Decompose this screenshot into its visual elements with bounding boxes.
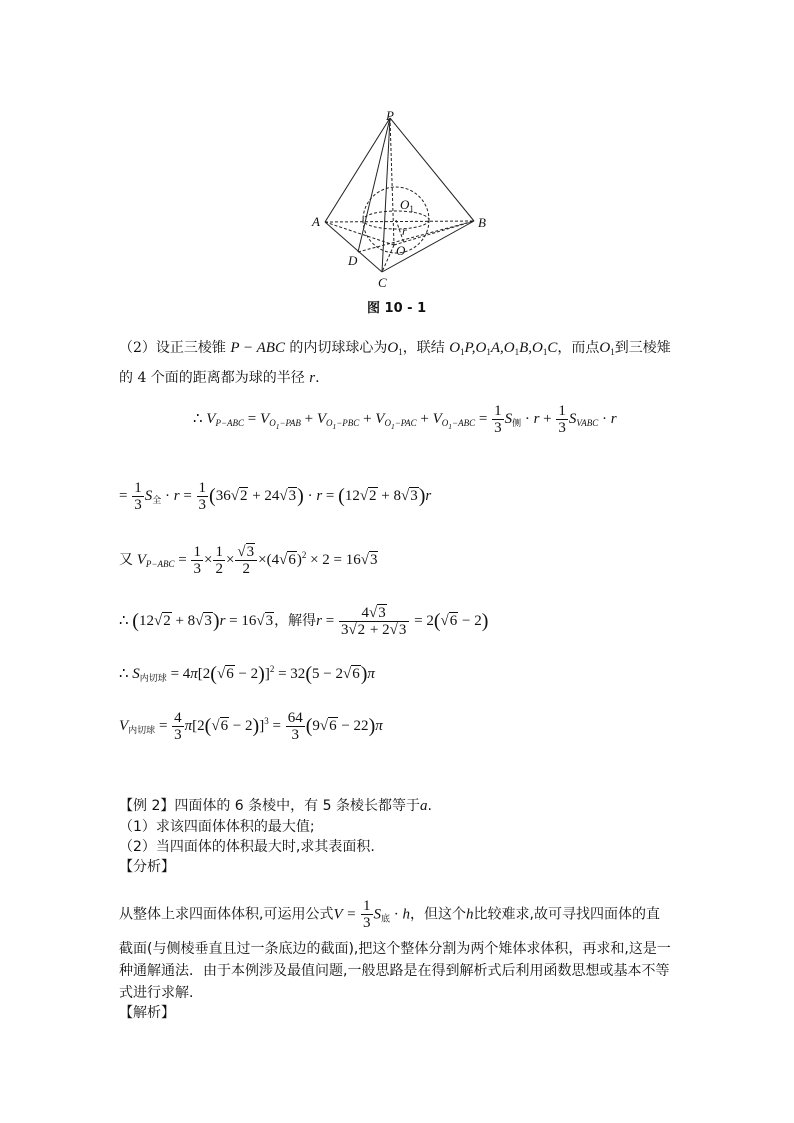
label-O1: $O_1$ [400,197,414,214]
label-r: r [402,224,407,238]
example2-title: 【例 2】四面体的 6 条棱中，有 5 条棱长都等于a. [119,798,432,814]
equation-sphere-area: ∴ $S_{内切球} = 4\pi[2(√6 - 2)]^2 = 32(5 - 2√6)\pi$ [119,663,375,685]
label-P: P [386,108,394,123]
equation-volume-sum: ∴ $V_{P-ABC} = V_{O_1-PAB} + V_{O_1-PBC} + V_{O_1-PAC} + V_{O_1-ABC}$ = $\frac{1}{3}$ $S_侧 \cdot r$ + $\frac{1}{3}$ $S_{VABC} \cdot r$ [193,403,617,436]
edge-AB [325,221,474,222]
equation-pyramid-volume: 又 $V_{P-ABC}$ = $\frac{1}{3}$ × $\frac{1}{2}$ × $\frac{√3}{2}$ $\times(4√6)^2 \times 2 = 16√3$ [119,544,378,577]
analysis-para3: 种通解通法．由于本例涉及最值问题,一般思路是在得到解析式后利用函数思想或基本不等 [119,963,670,979]
edge-PA [325,118,390,222]
edge-PC [382,118,390,272]
equation-sphere-volume: $V_{内切球}$ = $\frac{4}{3}$ $\pi[2(√6 - 2)]^3$ = $\frac{64}{3}$ (9√6 − 22)π [119,710,383,743]
example2-q2: （2）当四面体的体积最大时,求其表面积. [119,839,375,855]
label-A: A [312,214,320,229]
part2-line2: 的 4 个面的距离都为球的半径 r. [119,370,320,386]
equation-total-area: = $\frac{1}{3}$ $S_全 \cdot r$ = $\frac{1}{3}$ (36√2 + 24√3) · r = (12√2 + 8√3)r [119,480,432,513]
analysis-tag: 【分析】 [119,859,175,875]
line-DB [358,221,474,252]
part2-line1: （2）设正三棱锥 P − ABC 的内切球球心为$O_1$，联结 $O_1P,O_1A,O_1B,O_1C$，而点$O_1$到三棱雉 [119,340,671,357]
example2-q1: （1）求该四面体体积的最大值; [119,819,315,835]
label-B: B [478,215,486,230]
line-PD [358,118,390,252]
analysis-para1: 从整体上求四面体体积,可运用公式V = $\frac{1}{3}$ $S_底 \cdot h$，但这个h比较难求,故可寻找四面体的直 [119,898,660,931]
solution-tag: 【解析】 [119,1005,175,1021]
figure-caption: 图 10 - 1 [367,301,427,316]
analysis-para2: 截面(与侧棱垂直且过一条底边的截面),把这个整体分割为两个雉体求体积，再求和,这是一 [119,941,671,957]
altitude [390,118,394,245]
figure-10-1 [300,100,500,300]
label-C: C [378,275,387,290]
label-O: O [396,243,406,258]
analysis-para4: 式进行求解. [119,985,194,1001]
equation-solve-r: ∴ (12√2 + 8√3)r = 16√3，解得r = $\frac{4√3}{3√2 + 2√3}$ = 2(√6 − 2) [119,605,489,638]
label-D: D [348,253,358,268]
